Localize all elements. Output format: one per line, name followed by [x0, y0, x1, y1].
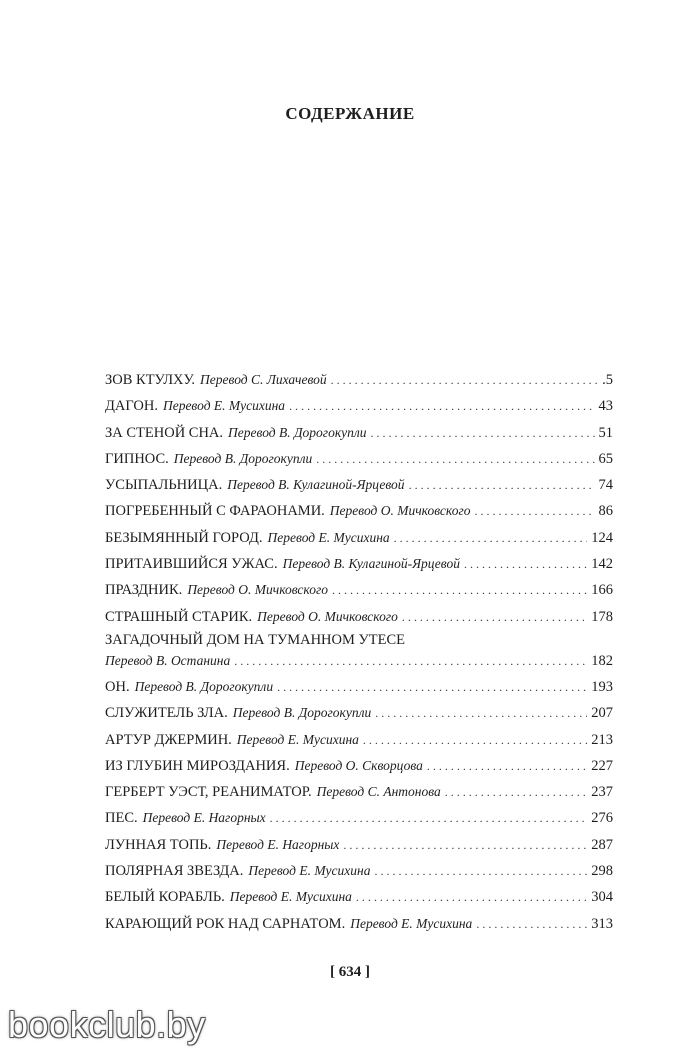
entry-page: 43: [598, 398, 613, 415]
entry-translator: Перевод О. Мичковского: [329, 503, 471, 519]
entry-page: 178: [591, 608, 613, 625]
entry-title: КАРАЮЩИЙ РОК НАД САРНАТОМ.: [105, 915, 346, 932]
entry-page: 182: [591, 652, 613, 669]
entry-title: ПЕС.: [105, 810, 138, 827]
dot-leader: [363, 727, 587, 753]
dot-leader: [332, 577, 587, 603]
dot-leader: [234, 650, 587, 672]
entry-translator: Перевод В. Дорогокупли: [134, 678, 274, 694]
toc-entry: [105, 393, 613, 419]
toc-entry: [105, 630, 613, 674]
watermark: bookclub.by: [8, 1004, 206, 1045]
entry-title: ОН.: [105, 678, 130, 695]
toc-entry: [105, 525, 613, 551]
entry-title: СТРАШНЫЙ СТАРИК.: [105, 608, 253, 625]
entry-page: 227: [591, 757, 613, 774]
entry-translator: Перевод В. Дорогокупли: [232, 705, 372, 721]
toc-entry: [105, 498, 613, 524]
entry-page: 213: [591, 731, 613, 748]
toc-entry: [105, 472, 613, 498]
dot-leader: [343, 832, 587, 858]
entry-title: ПОЛЯРНАЯ ЗВЕЗДА.: [105, 863, 244, 880]
entry-translator: Перевод О. Скворцова: [294, 757, 423, 773]
entry-title: ИЗ ГЛУБИН МИРОЗДАНИЯ.: [105, 757, 290, 774]
entry-title: ПОГРЕБЕННЫЙ С ФАРАОНАМИ.: [105, 503, 325, 520]
entry-translator: Перевод В. Дорогокупли: [173, 450, 313, 466]
toc-entry: [105, 551, 613, 577]
dot-leader: [270, 805, 588, 831]
toc-entry: [105, 446, 613, 472]
entry-translator: Перевод Е. Мусихина: [248, 863, 371, 879]
entry-title: ЗАГАДОЧНЫЙ ДОМ НА ТУМАННОМ УТЕСЕ: [105, 631, 406, 648]
entry-title: АРТУР ДЖЕРМИН.: [105, 731, 232, 748]
entry-page: 313: [591, 915, 613, 932]
entry-title: ПРАЗДНИК.: [105, 582, 183, 599]
page-title: СОДЕРЖАНИЕ: [285, 104, 415, 123]
entry-title: ГИПНОС.: [105, 450, 169, 467]
dot-leader: [289, 393, 594, 419]
entry-title: УСЫПАЛЬНИЦА.: [105, 477, 223, 494]
entry-translator: Перевод В. Кулагиной-Ярцевой: [282, 556, 460, 572]
page-number: [ 634 ]: [330, 964, 370, 980]
toc-entry: [105, 805, 613, 831]
toc-entry: [105, 884, 613, 910]
entry-translator: Перевод Е. Нагорных: [216, 836, 340, 852]
entry-page: 51: [598, 424, 613, 441]
entry-translator: Перевод В. Кулагиной-Ярцевой: [227, 477, 405, 493]
entry-title: СЛУЖИТЕЛЬ ЗЛА.: [105, 705, 228, 722]
entry-title: ЛУННАЯ ТОПЬ.: [105, 836, 212, 853]
dot-leader: [427, 753, 587, 779]
entry-page: 298: [591, 863, 613, 880]
entry-page: 124: [591, 529, 613, 546]
entry-translator: Перевод Е. Мусихина: [267, 529, 390, 545]
dot-leader: [371, 420, 595, 446]
entry-title: ГЕРБЕРТ УЭСТ, РЕАНИМАТОР.: [105, 784, 312, 801]
entry-page: 276: [591, 810, 613, 827]
entry-translator: Перевод В. Останина: [105, 652, 231, 668]
entry-page: .5: [602, 372, 613, 388]
entry-page: 166: [591, 582, 613, 599]
dot-leader: [464, 551, 587, 577]
entry-translator: Перевод В. Дорогокупли: [228, 424, 367, 440]
toc-entry: [105, 674, 613, 700]
entry-page: 207: [591, 705, 613, 722]
entry-title: БЕЗЫМЯННЫЙ ГОРОД.: [105, 529, 263, 546]
table-of-contents: [105, 367, 613, 937]
entry-title: ПРИТАИВШИЙСЯ УЖАС.: [105, 556, 278, 573]
entry-translator: Перевод Е. Мусихина: [350, 915, 473, 931]
dot-leader: [277, 674, 587, 700]
entry-translator: Перевод О. Мичковского: [257, 608, 398, 624]
entry-page: 65: [598, 450, 613, 467]
entry-title: ЗОВ КТУЛХУ.: [105, 372, 196, 388]
toc-entry: [105, 700, 613, 726]
toc-entry: [105, 367, 613, 393]
entry-page: 74: [598, 477, 613, 494]
dot-leader: [331, 367, 599, 393]
toc-entry: [105, 753, 613, 779]
dot-leader: [445, 779, 588, 805]
entry-page: 86: [598, 503, 613, 520]
entry-title: ДАГОН.: [105, 398, 158, 415]
entry-title: ЗА СТЕНОЙ СНА.: [105, 424, 224, 441]
toc-entry: [105, 832, 613, 858]
entry-translator: Перевод Е. Мусихина: [229, 889, 352, 905]
entry-translator: Перевод О. Мичковского: [187, 582, 328, 598]
entry-title: БЕЛЫЙ КОРАБЛЬ.: [105, 889, 225, 906]
toc-entry: [105, 577, 613, 603]
toc-entry: [105, 420, 613, 446]
entry-translator: Перевод Е. Мусихина: [236, 731, 359, 747]
entry-page: 193: [591, 678, 613, 695]
entry-page: 287: [591, 836, 613, 853]
entry-translator: Перевод Е. Нагорных: [142, 810, 266, 826]
dot-leader: [375, 700, 587, 726]
entry-page: 142: [591, 556, 613, 573]
entry-translator: Перевод Е. Мусихина: [162, 398, 286, 414]
toc-entry: [105, 604, 613, 630]
dot-leader: [402, 604, 587, 630]
entry-page: 304: [591, 889, 613, 906]
entry-translator: Перевод С. Антонова: [316, 784, 441, 800]
dot-leader: [474, 498, 594, 524]
dot-leader: [356, 884, 587, 910]
dot-leader: [374, 858, 587, 884]
entry-translator: Перевод С. Лихачевой: [200, 372, 327, 387]
toc-entry: [105, 858, 613, 884]
dot-leader: [316, 446, 594, 472]
dot-leader: [409, 472, 595, 498]
toc-entry: [105, 727, 613, 753]
toc-entry: [105, 779, 613, 805]
toc-entry: [105, 911, 613, 937]
dot-leader: [394, 525, 588, 551]
dot-leader: [476, 911, 587, 937]
entry-page: 237: [591, 784, 613, 801]
